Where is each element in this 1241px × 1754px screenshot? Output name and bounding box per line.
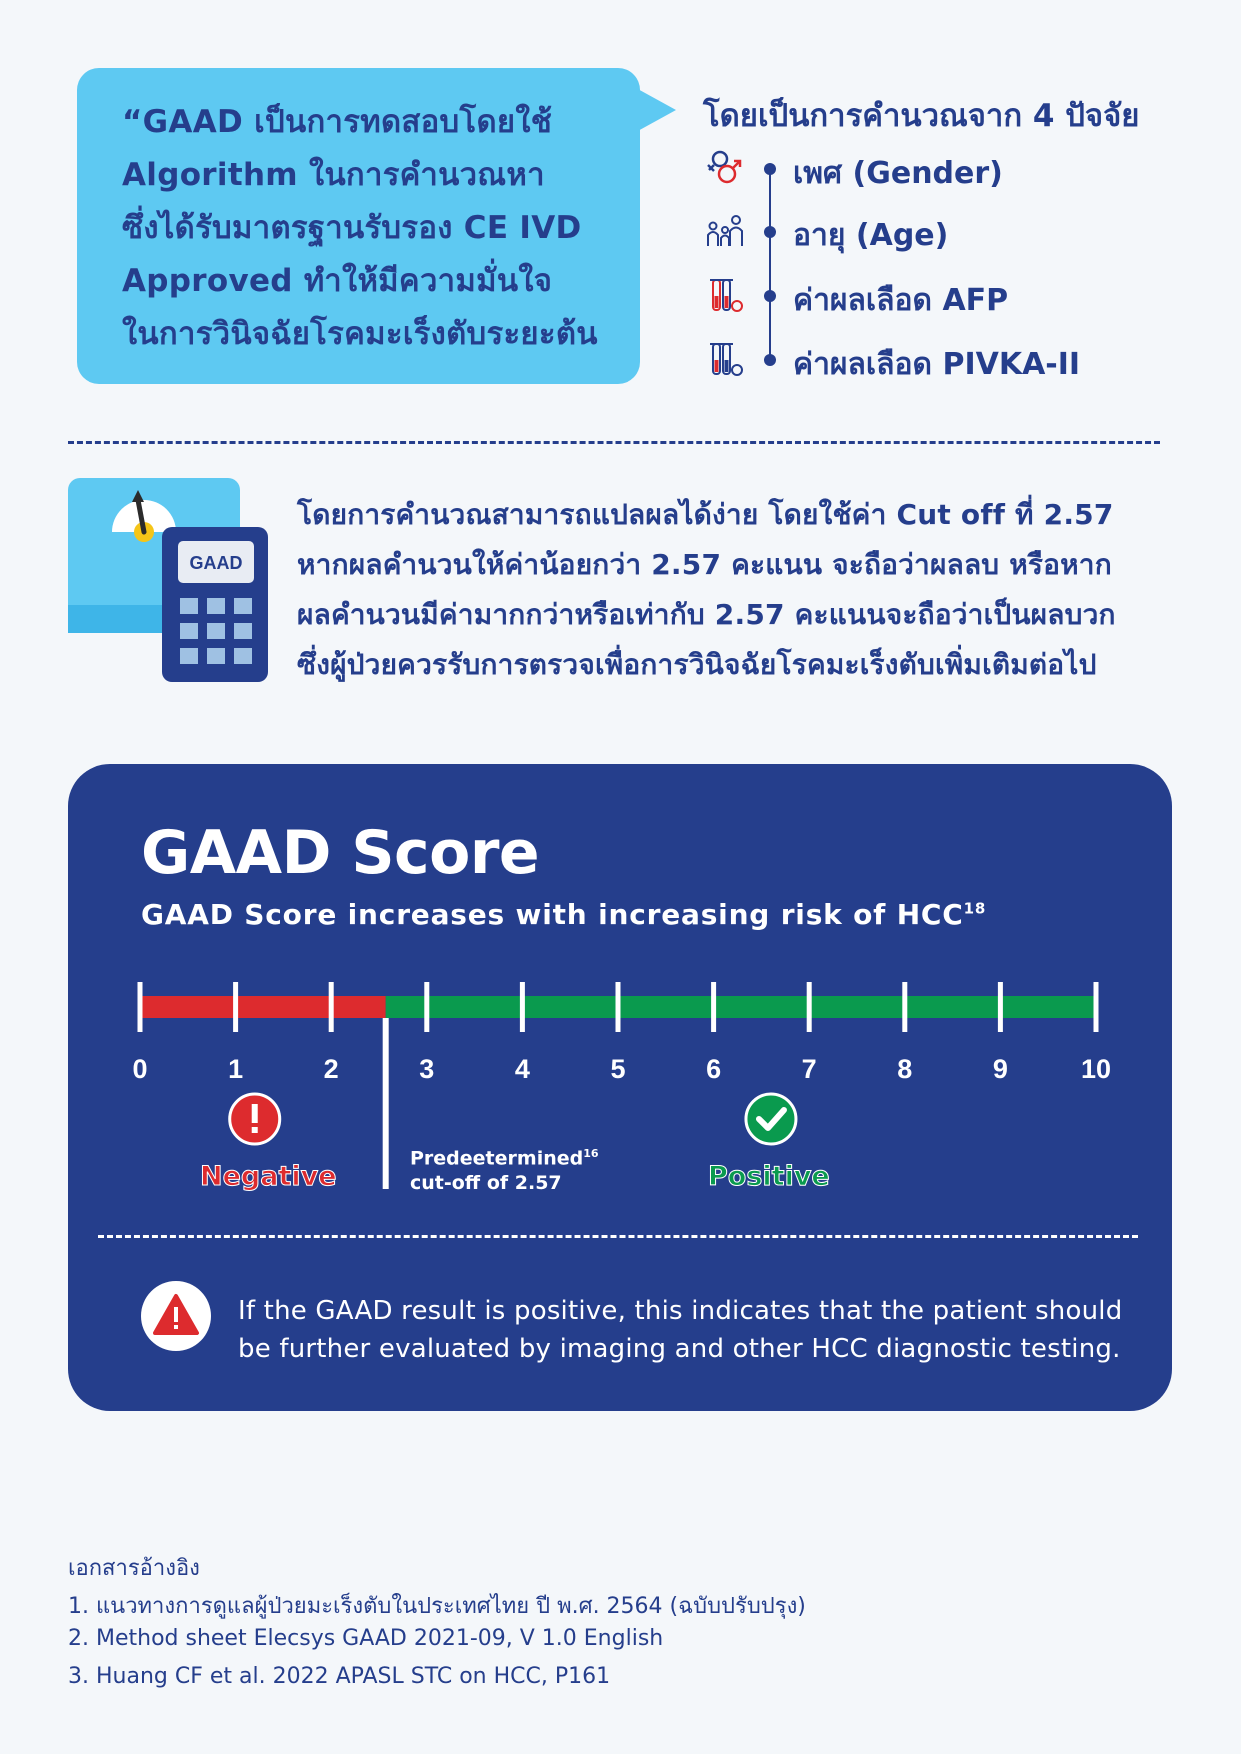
positive-label: Positive (708, 1161, 830, 1192)
scale-tick-label: 9 (992, 1054, 1008, 1084)
family-age-icon (705, 210, 745, 250)
cutoff-label (410, 1141, 599, 1196)
scale-tick-label: 10 (1080, 1054, 1112, 1084)
scale-tick-label: 6 (706, 1054, 722, 1084)
score-subtitle-text: GAAD Score increases with increasing risk of HCC (141, 898, 964, 931)
factor-bullet (764, 163, 776, 175)
quote-line: ในการวินิจฉัยโรคมะเร็งตับระยะต้น (122, 316, 598, 352)
quote-line: Approved ทำให้มีความมั่นใจ (122, 263, 553, 299)
factor-pivka: ค่าผลเลือด PIVKA-II (793, 347, 1081, 382)
quote-line: ซึ่งได้รับมาตรฐานรับรอง CE IVD (122, 210, 582, 246)
references-title: เอกสารอ้างอิง (68, 1556, 200, 1581)
gaad-score-panel (68, 764, 1172, 1411)
factor-afp: ค่าผลเลือด AFP (793, 283, 1009, 318)
score-scale (128, 974, 1128, 1189)
negative-label: Negative (200, 1161, 337, 1192)
warning-icon (141, 1281, 211, 1351)
negative-range-bar (140, 996, 386, 1018)
blood-tube-icon (705, 276, 745, 316)
score-subtitle (141, 898, 986, 931)
score-subtitle-ref: 18 (963, 899, 987, 918)
interpretation-line: ซึ่งผู้ป่วยควรรับการตรวจเพื่อการวินิจฉัยโรคมะเร็งตับเพิ่มเติมต่อไป (297, 648, 1097, 681)
factor-age: อายุ (Age) (793, 218, 949, 253)
interpretation-line: หากผลคำนวนให้ค่าน้อยกว่า 2.57 คะแนน จะถือว่าผลลบ หรือหาก (297, 548, 1112, 581)
negative-alert-icon-bar (252, 1104, 258, 1123)
scale-tick-label: 3 (419, 1054, 435, 1084)
scale-tick-label: 5 (610, 1054, 626, 1084)
negative-alert-icon-dot (252, 1127, 258, 1133)
warning-note-line: If the GAAD result is positive, this indicates that the patient should (238, 1296, 1123, 1326)
factor-gender: เพศ (Gender) (793, 156, 1003, 191)
scale-tick-label: 0 (132, 1054, 148, 1084)
calculator-label: GAAD (189, 553, 243, 573)
cutoff-label-ref: 16 (583, 1147, 599, 1160)
positive-range-bar (386, 996, 1096, 1018)
scale-tick-label: 4 (514, 1054, 530, 1084)
quote-bubble-tail (636, 88, 676, 132)
scale-tick-label: 1 (228, 1054, 244, 1084)
quote-bubble (77, 68, 640, 384)
warning-note-line: be further evaluated by imaging and other HCC diagnostic testing. (238, 1334, 1121, 1364)
cutoff-label-line2: cut-off of 2.57 (410, 1172, 562, 1195)
interpretation-line: โดยการคำนวณสามารถแปลผลได้ง่าย โดยใช้ค่า Cut off ที่ 2.57 (297, 498, 1114, 531)
factors-title: โดยเป็นการคำนวณจาก 4 ปัจจัย (703, 98, 1140, 134)
reference-item: 1. แนวทางการดูแลผู้ป่วยมะเร็งตับในประเทศไทย ปี พ.ศ. 2564 (ฉบับปรับปรุง) (68, 1594, 806, 1619)
blood-tube-icon (705, 340, 745, 380)
reference-item: 2. Method sheet Elecsys GAAD 2021-09, V 1.0 English (68, 1626, 664, 1651)
cutoff-label-line1: Predeetermined (410, 1147, 584, 1170)
calculator-illustration (68, 478, 272, 682)
quote-line: Algorithm ในการคำนวณหา (122, 157, 545, 193)
scale-tick-label: 2 (323, 1054, 339, 1084)
factors-timeline (769, 168, 771, 360)
factor-bullet (764, 354, 776, 366)
positive-check-icon (746, 1094, 796, 1144)
factor-bullet (764, 290, 776, 302)
panel-divider (98, 1235, 1138, 1238)
quote-line: “GAAD เป็นการทดสอบโดยใช้ (122, 104, 553, 140)
reference-item: 3. Huang CF et al. 2022 APASL STC on HCC, P161 (68, 1664, 611, 1689)
scale-tick-label: 7 (801, 1054, 817, 1084)
interpretation-line: ผลคำนวนมีค่ามากกว่าหรือเท่ากับ 2.57 คะแนนจะถือว่าเป็นผลบวก (297, 598, 1116, 631)
score-title: GAAD Score (141, 818, 540, 888)
section-divider (68, 441, 1160, 444)
gender-icon (705, 148, 745, 188)
factor-bullet (764, 226, 776, 238)
scale-tick-label: 8 (897, 1054, 913, 1084)
